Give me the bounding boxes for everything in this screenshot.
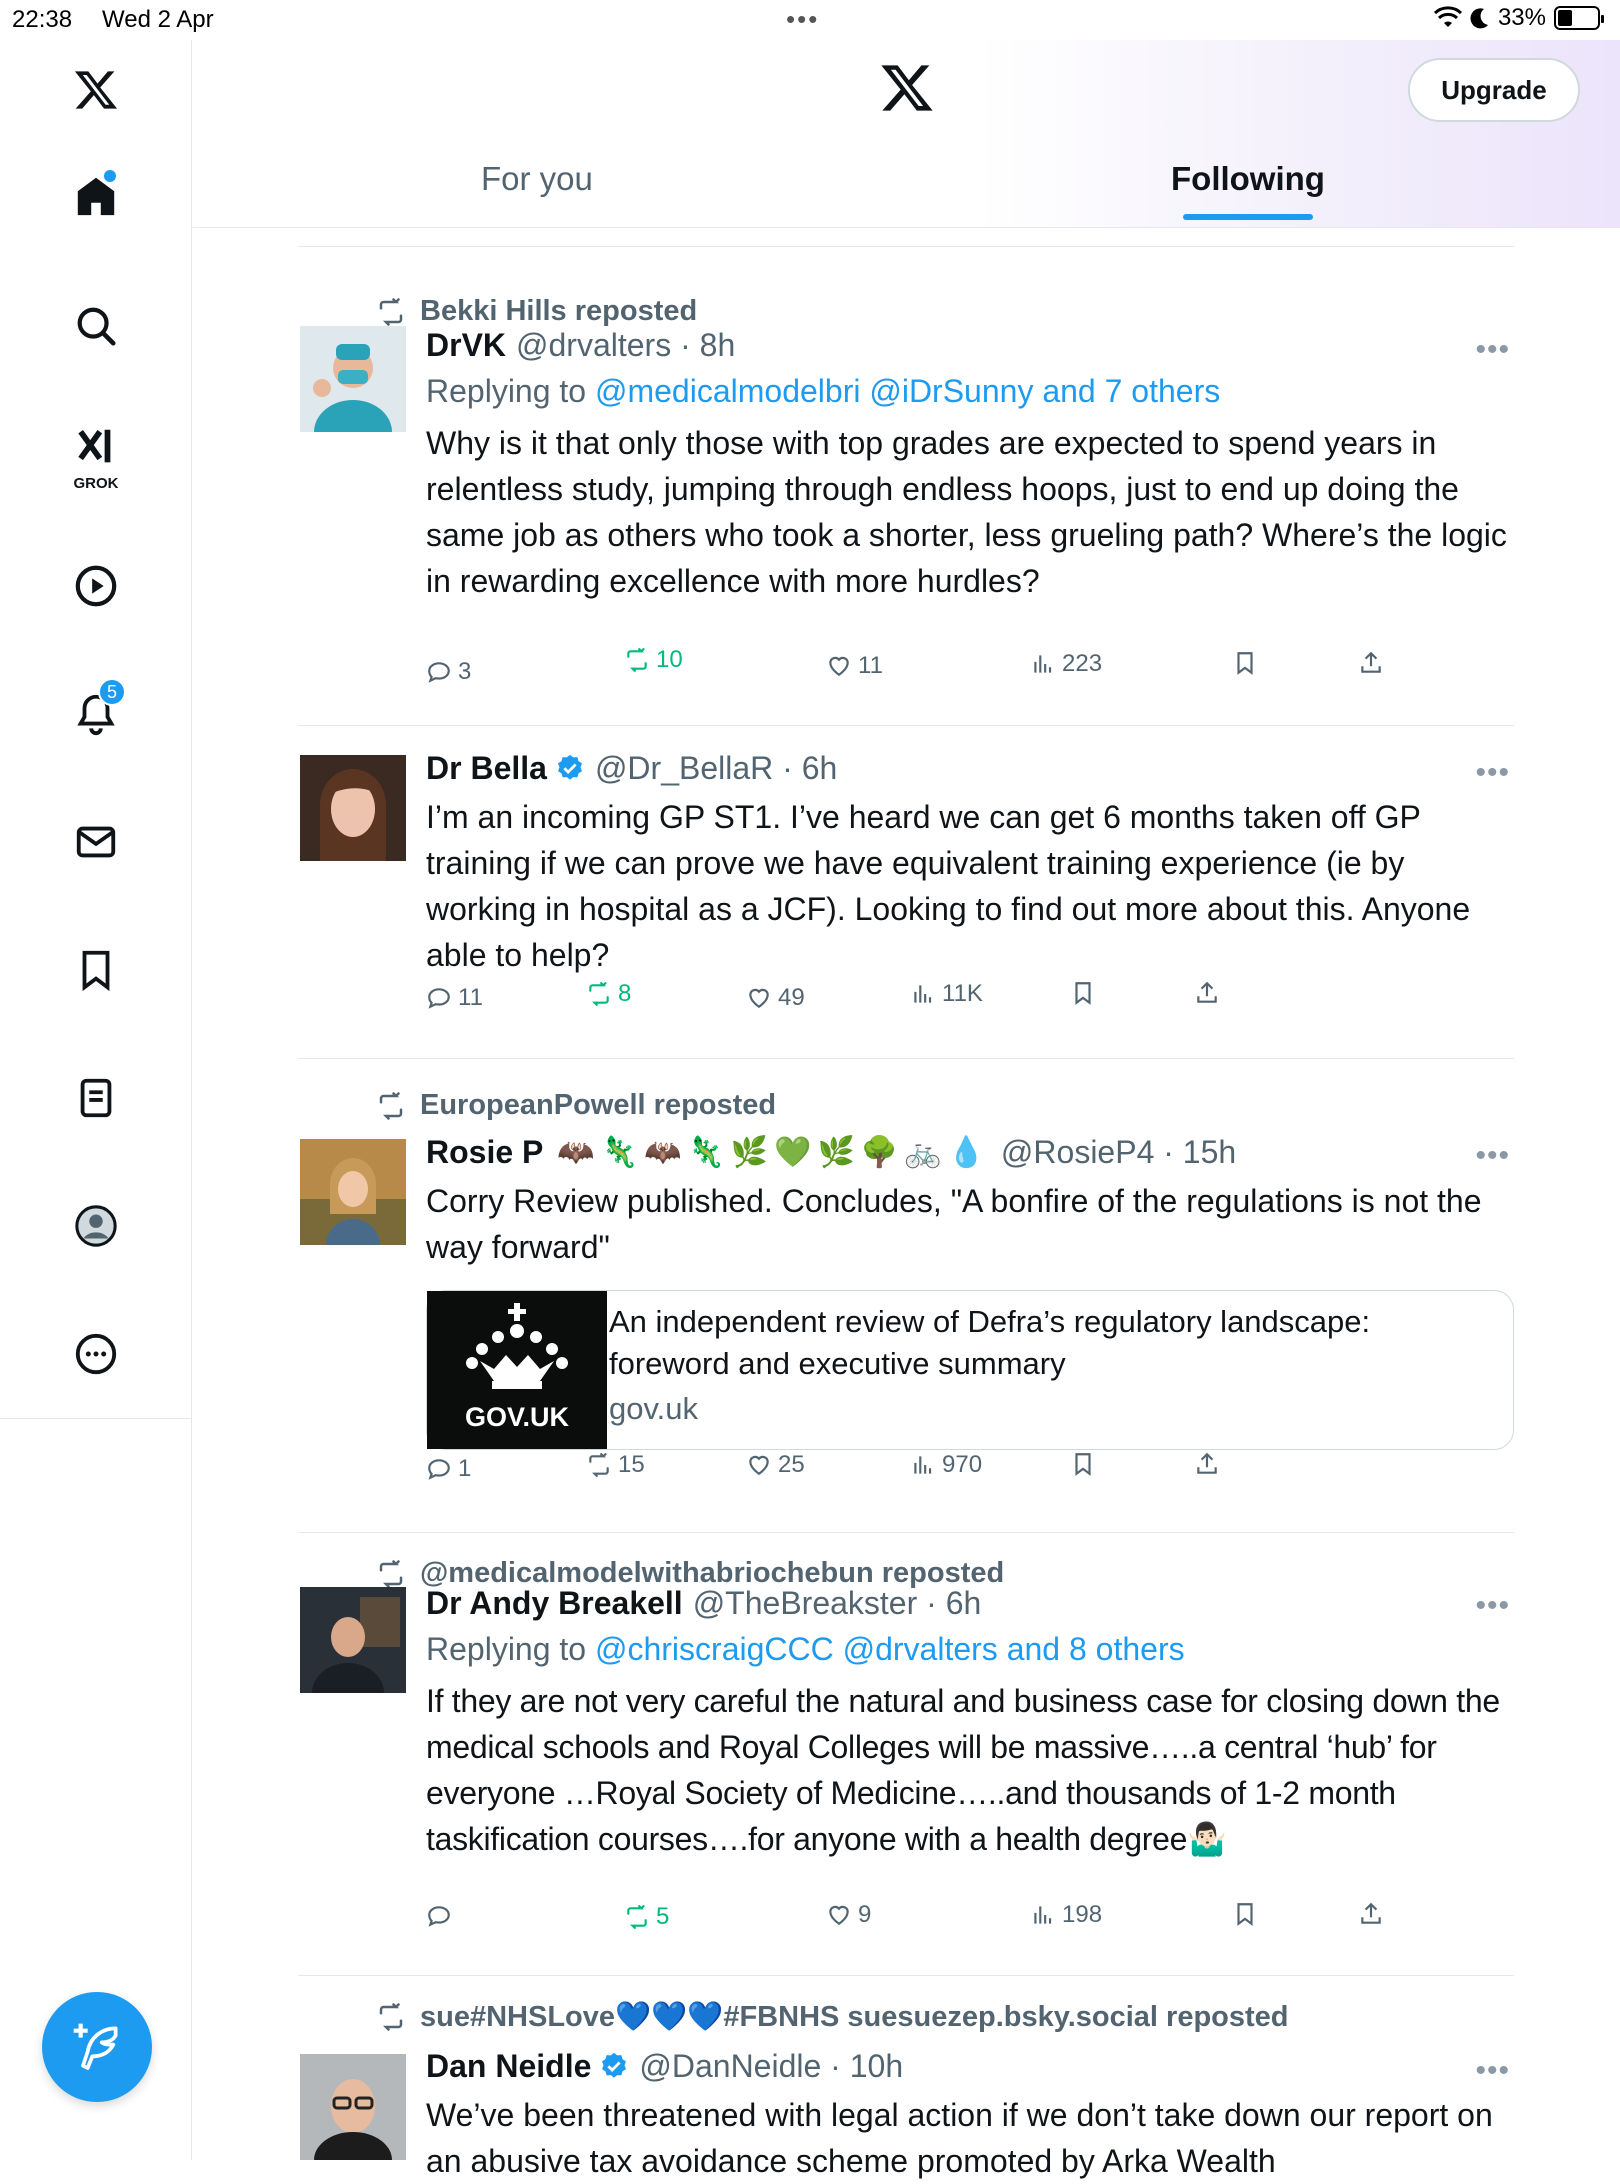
tweet-actions <box>426 646 1514 692</box>
tweet-header <box>426 1130 1514 1174</box>
x-logo-icon[interactable] <box>879 60 935 116</box>
views-button[interactable] <box>910 1451 982 1479</box>
display-name[interactable]: Dr Bella <box>426 749 547 786</box>
bookmark-button[interactable] <box>1070 1451 1096 1477</box>
tweet-actions <box>426 1901 1514 1941</box>
grok-label: GROK <box>73 475 119 492</box>
link-card[interactable] <box>426 1290 1514 1450</box>
more-options-icon[interactable]: ••• <box>1475 756 1510 789</box>
home-unread-dot <box>104 170 116 182</box>
repost-button[interactable] <box>624 646 683 674</box>
repost-button[interactable] <box>624 1903 669 1931</box>
analytics-icon <box>910 1452 936 1478</box>
tweet[interactable] <box>298 1059 1514 1533</box>
avatar[interactable] <box>300 1587 406 1693</box>
views-button[interactable] <box>1030 1901 1102 1929</box>
replying-to-links[interactable]: @medicalmodelbri @iDrSunny and 7 others <box>594 373 1221 409</box>
view-count: 970 <box>942 1451 983 1478</box>
video-play-icon <box>73 563 119 609</box>
display-name[interactable]: Dr Andy Breakell <box>426 1584 683 1621</box>
display-name[interactable]: DrVK <box>426 326 507 363</box>
repost-button[interactable] <box>586 1451 645 1479</box>
bookmark-button[interactable] <box>1232 650 1258 676</box>
share-icon <box>1194 980 1220 1006</box>
reply-count: 3 <box>458 658 472 685</box>
share-icon <box>1358 1901 1384 1927</box>
repost-label: Bekki Hills reposted <box>420 295 698 327</box>
repost-label: sue#NHSLove💙💙💙#FBNHS suesuezep.bsky.social reposted <box>420 2001 1289 2033</box>
reply-count: 1 <box>458 1455 472 1482</box>
replying-to <box>426 373 1514 410</box>
repost-icon <box>376 2002 406 2032</box>
tweet-body <box>426 2044 1514 2184</box>
wifi-icon <box>1434 7 1462 29</box>
bookmark-icon <box>1070 1451 1096 1477</box>
repost-icon <box>376 1559 406 1589</box>
repost-count: 5 <box>656 1903 670 1930</box>
reply-button[interactable] <box>426 1903 458 1929</box>
more-circle-icon <box>73 1331 119 1377</box>
tweet-header <box>426 2044 1514 2088</box>
tweet-actions <box>426 1451 1514 1491</box>
nav-lists[interactable] <box>56 1058 136 1138</box>
status-right <box>1434 4 1600 32</box>
view-count: 223 <box>1062 650 1103 677</box>
heart-icon <box>826 653 852 679</box>
tweet-actions <box>426 980 1514 1024</box>
heart-icon <box>826 1902 852 1928</box>
tweet-body <box>426 1581 1514 1862</box>
replying-to-label: Replying to <box>426 1631 595 1667</box>
tweet[interactable] <box>298 247 1514 726</box>
reply-icon <box>426 1903 452 1929</box>
repost-label: @medicalmodelwithabriochebun reposted <box>420 1557 1005 1589</box>
repost-button[interactable] <box>586 980 631 1008</box>
nav-notifications[interactable] <box>56 674 136 754</box>
status-date: Wed 2 Apr <box>102 6 214 33</box>
upgrade-button[interactable]: Upgrade <box>1408 58 1580 122</box>
nav-messages[interactable] <box>56 802 136 882</box>
nav-more[interactable] <box>56 1314 136 1394</box>
timeline-header <box>193 40 1620 228</box>
display-name[interactable]: Dan Neidle <box>426 2047 592 2084</box>
like-button[interactable] <box>746 1451 805 1479</box>
reply-count: 11 <box>458 984 483 1011</box>
search-icon <box>73 303 119 349</box>
govuk-card-image <box>427 1291 607 1449</box>
share-button[interactable] <box>1358 650 1384 676</box>
repost-count: 8 <box>618 980 632 1007</box>
replying-to <box>426 1631 1514 1668</box>
like-count: 9 <box>858 1901 872 1928</box>
handle-time[interactable]: @Dr_BellaR · 6h <box>594 749 838 786</box>
share-button[interactable] <box>1194 980 1220 1006</box>
reply-icon <box>426 1456 452 1482</box>
tweet-text: We’ve been threatened with legal action if we don’t take down our report on an abusive tax avoidance scheme promoted by Arka Wealth <box>426 2097 1493 2179</box>
tweet-header <box>426 1581 1514 1625</box>
avatar[interactable] <box>300 2054 406 2160</box>
repost-icon <box>376 1091 406 1121</box>
repost-label: EuropeanPowell reposted <box>420 1089 777 1121</box>
grok-icon <box>73 424 119 470</box>
share-button[interactable] <box>1194 1451 1220 1477</box>
mail-icon <box>73 819 119 865</box>
tab-following[interactable] <box>1171 160 1325 220</box>
x-logo-icon[interactable] <box>56 50 136 130</box>
name-emojis: 🦇🦎🦇🦎🌿💚🌿🌳🚲💧 <box>557 1135 991 1169</box>
repost-indicator <box>376 1089 776 1122</box>
bookmark-icon <box>73 947 119 993</box>
card-title: An independent review of Defra’s regulatory landscape: foreword and executive summary <box>609 1304 1371 1381</box>
bookmark-button[interactable] <box>1232 1901 1258 1927</box>
moon-icon <box>1470 7 1490 29</box>
repost-icon <box>624 1904 650 1930</box>
more-options-icon[interactable]: ••• <box>1475 1589 1510 1622</box>
like-button[interactable] <box>826 1901 871 1929</box>
more-options-icon[interactable]: ••• <box>1475 2054 1510 2087</box>
tab-for-you[interactable] <box>481 160 593 198</box>
analytics-icon <box>910 981 936 1007</box>
repost-icon <box>624 647 650 673</box>
tweet-body <box>426 746 1514 978</box>
tweet-text: I’m an incoming GP ST1. I’ve heard we can get 6 months taken off GP training if we can prove we have equivalent training experience (ie by working in hospital as a JCF). Looking to find out more about this. Anyone able to help? <box>426 799 1471 973</box>
tweet-header <box>426 746 1514 790</box>
repost-icon <box>586 1452 612 1478</box>
more-options-icon[interactable]: ••• <box>1475 1139 1510 1172</box>
tweet-text: Corry Review published. Concludes, "A bonfire of the regulations is not the way forward" <box>426 1183 1482 1265</box>
handle-time[interactable]: @RosieP4 · 15h <box>1000 1133 1237 1170</box>
tab-following-label: Following <box>1171 160 1325 197</box>
tweet-header <box>426 323 1514 367</box>
like-count: 49 <box>778 984 805 1011</box>
bookmark-icon <box>1232 1901 1258 1927</box>
view-count: 11K <box>942 980 983 1007</box>
govuk-logo-text: GOV.UK <box>464 1402 570 1432</box>
handle-time[interactable]: @DanNeidle · 10h <box>639 2047 904 2084</box>
tweet-text: Why is it that only those with top grades are expected to spend years in relentless study, jumping through endless hoops, just to end up doing the same job as others who took a shorter, less grueling path? Where’s the logic in rewarding excellence with more hurdles? <box>426 425 1507 599</box>
handle-time[interactable]: @TheBreakster · 6h <box>692 1584 982 1621</box>
tweet[interactable] <box>298 726 1514 1059</box>
reply-button[interactable] <box>426 1455 471 1483</box>
compose-post-button[interactable] <box>42 1992 152 2102</box>
share-icon <box>1358 650 1384 676</box>
avatar[interactable] <box>300 326 406 432</box>
repost-icon <box>586 981 612 1007</box>
battery-icon <box>1554 6 1600 30</box>
rail-divider <box>0 1418 192 1419</box>
nav-search[interactable] <box>56 286 136 366</box>
battery-percent: 33% <box>1497 4 1546 31</box>
like-count: 11 <box>858 652 883 679</box>
status-bar <box>0 0 1620 40</box>
compose-feather-icon <box>69 2019 125 2075</box>
bookmark-icon <box>1232 650 1258 676</box>
verified-badge-icon <box>599 2051 629 2081</box>
analytics-icon <box>1030 651 1056 677</box>
views-button[interactable] <box>1030 650 1102 678</box>
bookmark-icon <box>1070 980 1096 1006</box>
replying-to-links[interactable]: @chriscraigCCC @drvalters and 8 others <box>594 1631 1185 1667</box>
like-count: 25 <box>778 1451 805 1478</box>
analytics-icon <box>1030 1902 1056 1928</box>
nav-home[interactable] <box>56 156 136 236</box>
bookmark-button[interactable] <box>1070 980 1096 1006</box>
nav-grok[interactable] <box>56 416 136 496</box>
views-button[interactable] <box>910 980 983 1008</box>
tweet-body <box>426 323 1514 604</box>
profile-icon <box>73 1203 119 1249</box>
verified-badge-icon <box>555 753 585 783</box>
display-name[interactable]: Rosie P <box>426 1133 544 1170</box>
tweet[interactable] <box>298 1533 1514 1976</box>
avatar[interactable] <box>300 755 406 861</box>
nav-profile[interactable] <box>56 1186 136 1266</box>
share-icon <box>1194 1451 1220 1477</box>
more-options-icon[interactable]: ••• <box>1475 333 1510 366</box>
notifications-badge: 5 <box>98 678 126 706</box>
reply-icon <box>426 985 452 1011</box>
status-time: 22:38 <box>12 6 73 33</box>
card-domain: gov.uk <box>609 1391 699 1426</box>
repost-count: 15 <box>618 1451 645 1478</box>
lists-icon <box>73 1075 119 1121</box>
repost-count: 10 <box>656 646 683 673</box>
replying-to-label: Replying to <box>426 373 595 409</box>
view-count: 198 <box>1062 1901 1103 1928</box>
multitask-dots-icon[interactable]: ••• <box>786 4 820 34</box>
reply-icon <box>426 659 452 685</box>
like-button[interactable] <box>826 652 883 680</box>
repost-indicator <box>376 2000 1289 2034</box>
reply-button[interactable] <box>426 658 471 686</box>
avatar[interactable] <box>300 1139 406 1245</box>
reply-button[interactable] <box>426 984 483 1012</box>
crown-logo-icon <box>462 1301 572 1397</box>
nav-bookmarks[interactable] <box>56 930 136 1010</box>
tweet[interactable] <box>298 1976 1514 2179</box>
heart-icon <box>746 985 772 1011</box>
like-button[interactable] <box>746 984 805 1012</box>
left-rail <box>0 40 192 2160</box>
tweet-body <box>426 1130 1514 1450</box>
repost-icon <box>376 297 406 327</box>
share-button[interactable] <box>1358 1901 1384 1927</box>
heart-icon <box>746 1452 772 1478</box>
active-tab-indicator <box>1183 214 1313 220</box>
tab-for-you-label: For you <box>481 160 593 197</box>
handle-time[interactable]: @drvalters · 8h <box>516 326 736 363</box>
nav-video[interactable] <box>56 546 136 626</box>
tweet-text: If they are not very careful the natural and business case for closing down the medical schools and Royal Colleges will be massive…..a central ‘hub’ for everyone …Royal Society of Medicine…..and thousands of 1-2 month taskification courses….for anyone with a health degree🤷🏻‍♂️ <box>426 1683 1500 1857</box>
